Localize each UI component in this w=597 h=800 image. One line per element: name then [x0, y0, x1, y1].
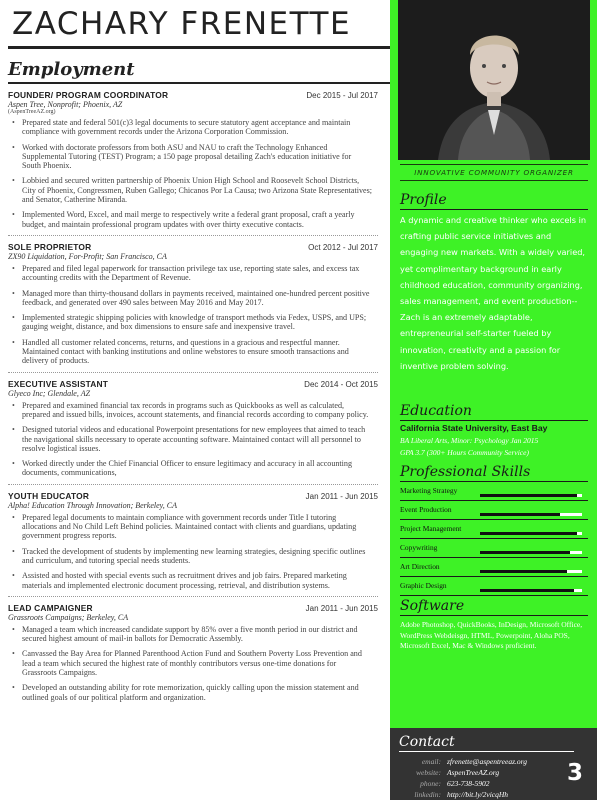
job-bullets: [8, 264, 378, 366]
software-divider: [400, 615, 588, 616]
job-bullets: [8, 513, 378, 590]
contact-value[interactable]: zfrenette@aspentreeaz.org: [447, 757, 528, 766]
skill-row: [400, 560, 588, 577]
profile-heading: Profile: [400, 192, 447, 208]
job-bullet: • Prepared state and federal 501(c)3 legal documents to secure statutory agent acceptance and maintain compliance with government records under the Arizona Corporation Commission.: [8, 118, 378, 137]
skill-bar-track: [480, 494, 582, 497]
contact-section: [390, 728, 597, 800]
skill-bar-fill: [480, 589, 574, 592]
skill-bar-track: [480, 513, 582, 516]
education-degree: BA Liberal Arts, Minor: Psychology Jan 2015: [400, 436, 539, 445]
job-bullet: • Implemented Word, Excel, and mail merge to respectively write a federal grant proposal, craft a yearly budget, and maintain professional program updates with over thirty executive contacts.: [8, 210, 378, 229]
job-bullet: • Worked with doctorate professors from both ASU and NAU to craft the Technology Enhanced Supplemental Tutoring (TEST) Program; a 150 page proposal detailing Zach's education initiative for South Phoenix.: [8, 143, 378, 171]
contact-row: [399, 756, 588, 767]
contact-value[interactable]: AspenTreeAZ.org: [447, 768, 500, 777]
employment-heading: Employment: [8, 59, 135, 80]
employment-divider: [8, 82, 390, 84]
tagline: INNOVATIVE COMMUNITY ORGANIZER: [400, 164, 588, 181]
job-organization: Grassroots Campaigns; Berkeley, CA: [8, 612, 129, 622]
contact-row: [399, 767, 588, 778]
job-website: (AspenTreeAZ.org): [8, 109, 56, 115]
job-entry: [8, 235, 378, 366]
profile-photo: [398, 0, 590, 160]
profile-text: A dynamic and creative thinker who excels in crafting public service initiatives and engaging new markets. With a widely varied, yet complimentary background in early childhood education, community organizing, sales management, and event production-- Zach is an extremely adaptable, entrepreneurial self-starter fueled by innovation, creativity and a passion for inventive problem solving.: [400, 215, 587, 371]
job-organization: Aspen Tree, Nonprofit; Phoenix, AZ: [8, 100, 123, 109]
profile-section: [400, 192, 588, 374]
job-bullets: [8, 118, 378, 229]
job-title: EXECUTIVE ASSISTANT: [8, 378, 109, 389]
job-title: LEAD CAMPAIGNER: [8, 602, 93, 613]
job-entry: [8, 484, 378, 590]
skill-row: [400, 503, 588, 520]
contact-row: [399, 789, 588, 800]
contact-divider: [399, 751, 574, 752]
skill-label: Art Direction: [400, 562, 440, 571]
job-dates: Jan 2011 - Jun 2015: [305, 491, 378, 501]
skill-bar-track: [480, 589, 582, 592]
skill-bar-fill: [480, 570, 567, 573]
skill-row: [400, 579, 588, 596]
skills-heading: Professional Skills: [400, 464, 531, 480]
job-bullet: • Managed more than thirty-thousand dollars in payments received, maintained one-hundred percent positive feedback, and generated over 490 sales between May 2016 and May 2017.: [8, 289, 378, 308]
contact-row: [399, 778, 588, 789]
job-list: [8, 90, 390, 702]
education-school: California State University, East Bay: [400, 423, 548, 433]
skill-bar-track: [480, 551, 582, 554]
job-bullet: • Lobbied and secured written partnership of Phoenix Union High School and Roosevelt School Districts, City of Phoenix, Congressmen, Ruben Gallego; Chicanos Por La Causa; two Arizona State Representatives; and Senator, Catherine Miranda.: [8, 176, 378, 204]
job-dates: Jan 2011 - Jun 2015: [305, 603, 378, 613]
profile-divider: [400, 209, 588, 210]
job-dates: Dec 2014 - Oct 2015: [304, 379, 378, 389]
skill-bar-fill: [480, 532, 577, 535]
job-bullet: • Developed an outstanding ability for rote memorization, quickly calling upon the mission statement and outlined goals of our political platform and organization.: [8, 683, 378, 702]
skill-bar-track: [480, 570, 582, 573]
skill-row: [400, 484, 588, 501]
page-number: 3: [566, 760, 583, 786]
job-title: FOUNDER/ PROGRAM COORDINATOR: [8, 90, 169, 100]
job-bullet: • Worked directly under the Chief Financial Officer to ensure legitimacy and accuracy in all accounting documents, communications,: [8, 459, 378, 478]
education-divider: [400, 420, 588, 421]
job-bullet: • Prepared and filed legal paperwork for transaction privilege tax use, reporting state sales, and excess tax accounting credits with the Department of Revenue.: [8, 264, 378, 283]
contact-heading: Contact: [399, 734, 455, 750]
contact-label: website:: [416, 768, 441, 777]
contact-value[interactable]: http://bit.ly/2vicqHh: [447, 790, 509, 799]
contact-label: email:: [421, 757, 441, 766]
skill-bar-fill: [480, 494, 577, 497]
job-dates: Oct 2012 - Jul 2017: [308, 242, 378, 252]
job-dates: Dec 2015 - Jul 2017: [306, 91, 378, 100]
software-text: Adobe Photoshop, QuickBooks, InDesign, Microsoft Office, WordPress Webdeisgn, HTML, Powerpoint, Aloha POS, Microsoft Excel, Mac & Windows proficient.: [400, 620, 583, 650]
skill-label: Event Production: [400, 505, 452, 514]
skills-divider: [400, 481, 588, 482]
skills-section: [400, 464, 588, 596]
job-title: SOLE PROPRIETOR: [8, 241, 92, 252]
job-bullets: [8, 401, 378, 478]
skill-list: [400, 484, 588, 596]
job-header: [8, 491, 378, 501]
job-bullet: • Managed a team which increased candidate support by 85% over a five month period in our district and secured highest amount of mail-in ballots for Democratic Assembly.: [8, 625, 378, 644]
job-bullet: • Prepared legal documents to maintain compliance with government records under Title I tutoring allocations and No Child Left Behind policies. Maintained contact with clients and guardians, updating government progress reports.: [8, 513, 378, 541]
education-gpa: GPA 3.7 (300+ Hours Community Service): [400, 448, 529, 457]
name-divider: [8, 46, 390, 49]
skill-row: [400, 541, 588, 558]
education-heading: Education: [400, 403, 472, 419]
skill-label: Project Management: [400, 524, 462, 533]
skill-bar-fill: [480, 513, 560, 516]
education-section: [400, 403, 588, 457]
contact-label: linkedin:: [414, 790, 441, 799]
job-title: YOUTH EDUCATOR: [8, 490, 90, 501]
job-organization: Glyeco Inc; Glendale, AZ: [8, 388, 91, 398]
job-bullet: • Prepared and examined financial tax records in programs such as Quickbooks as well as calculated, prepared and issued bills, invoices, account statements, and financial records according to company policy.: [8, 401, 378, 420]
skill-label: Graphic Design: [400, 581, 447, 590]
job-header: [8, 603, 378, 613]
job-header: [8, 242, 378, 252]
skill-label: Copywriting: [400, 543, 438, 552]
contact-rows: [399, 756, 588, 800]
contact-label: phone:: [420, 779, 441, 788]
skill-bar-track: [480, 532, 582, 535]
software-section: [400, 598, 588, 652]
software-heading: Software: [400, 598, 465, 614]
portrait-image: [398, 0, 590, 160]
skill-row: [400, 522, 588, 539]
job-entry: [8, 90, 378, 229]
job-bullets: [8, 625, 378, 702]
job-bullet: • Implemented strategic shipping policies with knowledge of transport methods via Fedex, USPS, and UPS; gauging weight, distance, and box dimensions to ensure safe and inexpensive travel.: [8, 313, 378, 332]
candidate-name: ZACHARY FRENETTE: [12, 6, 352, 42]
job-header: [8, 379, 378, 389]
job-header: [8, 90, 378, 100]
job-bullet: • Handled all customer related concerns, returns, and questions in a gracious and respectful manner. Maintained contact with banking institutions and online webstores to ensure smooth transactions and delivery of products.: [8, 338, 378, 366]
skill-label: Marketing Strategy: [400, 486, 458, 495]
job-bullet: • Designed tutorial videos and educational Powerpoint presentations for new employees that aimed to teach the navigational skills necessary to operate accounting software. Maintained contact will all personnel to resolve logistical issues.: [8, 425, 378, 453]
job-bullet: • Assisted and hosted with special events such as recruitment drives and job fairs. Prepared marketing materials and implemented electronic document processing, retrieval, and distribution systems.: [8, 571, 378, 590]
job-organization: Alpha! Education Through Innovation; Berkeley, CA: [8, 500, 178, 510]
job-organization: ZX90 Liquidation, For-Profit; San Francisco, CA: [8, 251, 167, 261]
job-entry: [8, 372, 378, 478]
job-bullet: • Tracked the development of students by implementing new learning strategies, designing specific outlines and curriculum, and tutoring special needs students.: [8, 547, 378, 566]
job-entry: [8, 596, 378, 702]
job-bullet: • Canvassed the Bay Area for Planned Parenthood Action Fund and Southern Poverty Loss Prevention and lead a team which secured the highest rate of monthly contributors versus one-time donations for Grassroots Campaigns.: [8, 649, 378, 677]
contact-value[interactable]: 623-738-5902: [447, 779, 490, 788]
skill-bar-fill: [480, 551, 570, 554]
